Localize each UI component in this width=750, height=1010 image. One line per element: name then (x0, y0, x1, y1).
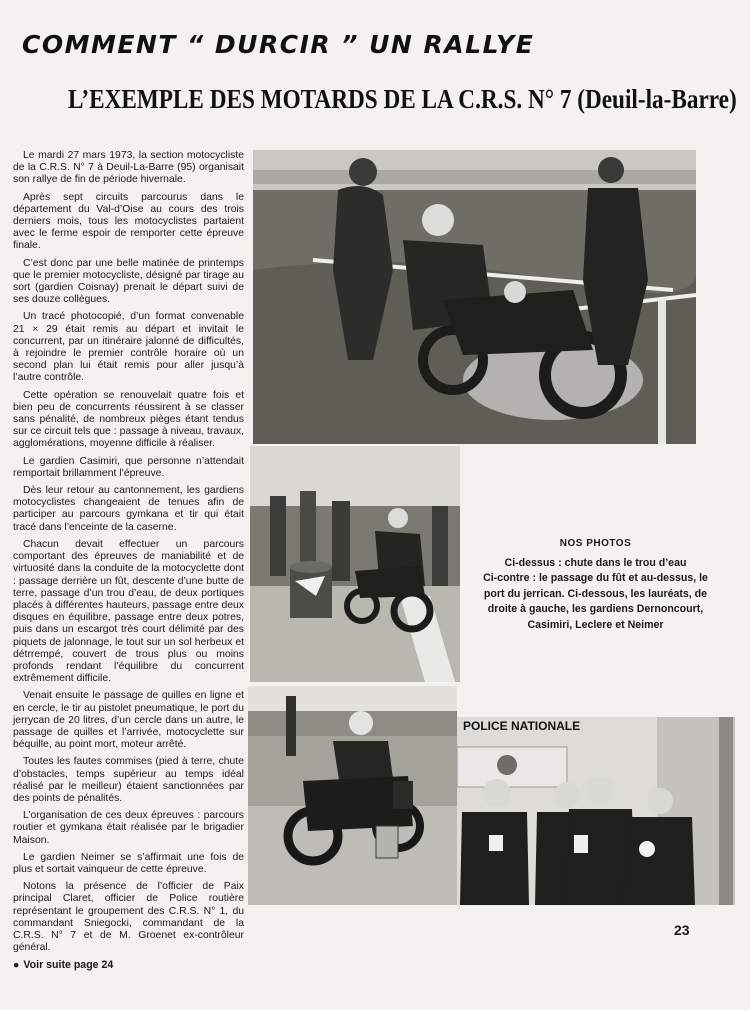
paragraph: Un tracé photocopié, d’un format convenable 21 × 29 était remis au départ et invitait le concurrent, par un itinéraire jalonné de difficultés, à rejoindre le premier contrôle horaire où un second plan lui était remis pour aller jusqu’à l’autre contrôle. (13, 311, 244, 384)
bullet-icon: ● (13, 959, 20, 972)
police-nationale-sign: POLICE NATIONALE (463, 719, 581, 733)
continued-label: Voir suite page 24 (23, 959, 114, 972)
paragraph: Le gardien Neimer se s’affirmait une fois de plus et sortait vainqueur de cette épreuve. (13, 851, 244, 875)
paragraph: Venait ensuite le passage de quilles en ligne et en cercle, le tir au pistolet pneumatique, le port du jerrycan de 20 litres, d’un cercle dans un autre, le passage de quilles et l’arrivée, motocyclette sur béquille, au point mort, moteur arrêté. (13, 690, 244, 751)
paragraph: Toutes les fautes commises (pied à terre, chute d’obstacles, temps supérieur au temps idéal réalisé par le meilleur) étaient sanctionnées par des points de pénalités. (13, 756, 244, 804)
paragraph: L’organisation de ces deux épreuves : parcours routier et gymkana était réalisée par le brigadier Maison. (13, 810, 244, 846)
continued-note (13, 959, 244, 971)
caption-line: Ci-contre : le passage du fût et au-dessus, le port du jerrican. Ci-dessous, les lauréats, de droite à gauche, les gardiens Dernoncourt, Casimiri, Leclere et Neimer (483, 572, 708, 631)
article-headline: L’EXEMPLE DES MOTARDS DE LA C.R.S. N° 7 (Deuil-la-Barre) (68, 84, 737, 114)
article-kicker: COMMENT “ DURCIR ” UN RALLYE (22, 30, 535, 59)
photo-water-hole-fall (253, 150, 696, 444)
captions-title: NOS PHOTOS (559, 538, 632, 549)
paragraph: Cette opération se renouvelait quatre fois et bien peu de concurrents réussirent à se classer sans pénalité, de nombreux pièges étant tendus sur ce circuit tels que : passage à niveau, travaux, agglomérations, moyenne difficile à réaliser. (13, 389, 244, 450)
paragraph: Le gardien Casimiri, que personne n’attendait remportait brillamment l’épreuve. (13, 455, 244, 479)
article-body (13, 150, 244, 972)
paragraph: C’est donc par une belle matinée de printemps que le premier motocycliste, désigné par tirage au sort (gardien Coisnay) prenait le départ suivi de ses douze collègues. (13, 257, 244, 306)
paragraph: Notons la présence de l’officier de Paix principal Claret, officier de Police routière représentant le groupement des C.R.S. N° 1, du commandant Sniegocki, commandant de la C.R.S. N° 7 et de M. Groenet ex-contrôleur général. (13, 881, 244, 954)
paragraph: Après sept circuits parcourus dans le département du Val-d’Oise au cours des trois derniers mois, tous les motocyclistes partaient avec le ferme espoir de remporter cette épreuve finale. (13, 191, 244, 252)
paragraph: Chacun devait effectuer un parcours comportant des épreuves de maniabilité et de virtuosité dans la conduite de la motocyclette dont : passage derrière un fût, descente d’une butte de terre, passage d’un trou d’eau, de deux portiques placés à différentes hauteurs, passage entre deux disques en équilibre, passage entre deux potres, puis dans un escargot très court délimité par des piquets de jalonnage, le tout sur un sol herbeux et détrrempé, couvert de trous plus ou moins profonds rendant l’équilibre du concurrent extrêmement difficile. (13, 538, 244, 685)
page-number: 23 (674, 922, 690, 938)
photo-barrel-passage (250, 446, 460, 682)
photo-captions (478, 536, 713, 633)
caption-line: Ci-dessus : chute dans le trou d’eau (504, 556, 687, 569)
photo-jerrican-carry (248, 686, 457, 905)
paragraph: Le mardi 27 mars 1973, la section motocycliste de la C.R.S. N° 7 à Deuil-La-Barre (95) organisait son rallye de fin de période hivernale. (13, 150, 244, 186)
photo-laureates (457, 717, 735, 905)
paragraph: Dès leur retour au cantonnement, les gardiens motocyclistes changeaient de tenues afin de participer au parcours gymkana et tir qui était tracé dans l’enceinte de la caserne. (13, 485, 244, 533)
